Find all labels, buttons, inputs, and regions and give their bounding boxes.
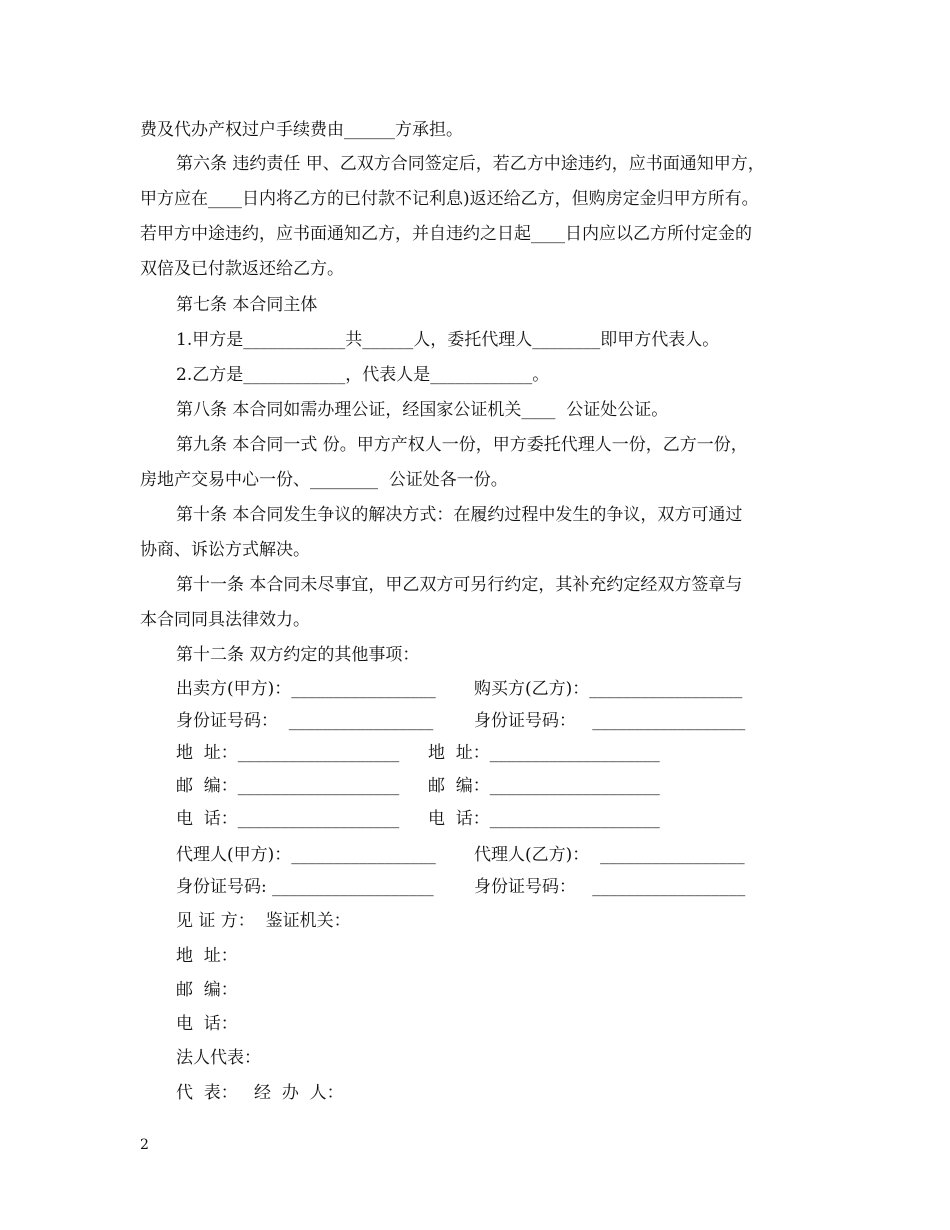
paragraph-line: 费及代办产权过户手续费由______方承担。 xyxy=(140,120,463,140)
seller-phone-label: 电 话：___________________ xyxy=(176,809,400,829)
article-9-line-2: 房地产交易中心一份、________ 公证处各一份。 xyxy=(140,470,508,490)
article-6-line-1: 第六条 违约责任 甲、乙双方合同签定后，若乙方中途违约，应书面通知甲方， xyxy=(176,154,765,174)
seller-postcode-label: 邮 编：___________________ xyxy=(176,776,400,796)
page-number: 2 xyxy=(140,1137,149,1153)
witness-postcode-label: 邮 编： xyxy=(176,980,238,1000)
article-7-heading: 第七条 本合同主体 xyxy=(176,295,318,315)
witness-address-label: 地 址： xyxy=(176,946,238,966)
seller-agent-label: 代理人(甲方)：_________________ xyxy=(176,845,436,865)
buyer-phone-label: 电 话：____________________ xyxy=(428,809,660,829)
legal-representative-label: 法人代表： xyxy=(176,1048,261,1068)
article-10-line-1: 第十条 本合同发生争议的解决方式：在履约过程中发生的争议，双方可通过 xyxy=(176,505,743,525)
article-6-line-4: 双倍及已付款返还给乙方。 xyxy=(140,259,344,279)
witness-phone-label: 电 话： xyxy=(176,1014,238,1034)
article-10-line-2: 协商、诉讼方式解决。 xyxy=(140,540,310,560)
seller-agent-id-label: 身份证号码: ___________________ xyxy=(176,877,434,897)
buyer-label: 购买方(乙方)：__________________ xyxy=(474,679,743,699)
seller-address-label: 地 址：___________________ xyxy=(176,743,400,763)
witness-label: 见 证 方： 鉴证机关： xyxy=(176,911,351,931)
buyer-agent-id-label: 身份证号码： __________________ xyxy=(474,877,746,897)
article-9-line-1: 第九条 本合同一式 份。甲方产权人一份，甲方委托代理人一份，乙方一份， xyxy=(176,435,748,455)
article-7-party-b: 2.乙方是____________，代表人是____________。 xyxy=(176,365,550,385)
article-6-line-2: 甲方应在____日内将乙方的已付款不记利息)返还给乙方，但购房定金归甲方所有。 xyxy=(140,189,759,209)
article-11-line-1: 第十一条 本合同未尽事宜，甲乙双方可另行约定，其补充约定经双方签章与 xyxy=(176,575,743,595)
buyer-id-label: 身份证号码： __________________ xyxy=(474,711,746,731)
buyer-agent-label: 代理人(乙方)： _________________ xyxy=(474,845,745,865)
article-12-heading: 第十二条 双方约定的其他事项： xyxy=(176,645,420,665)
buyer-address-label: 地 址：____________________ xyxy=(428,743,660,763)
seller-id-label: 身份证号码： _________________ xyxy=(176,711,434,731)
article-6-line-3: 若甲方中途违约，应书面通知乙方，并自违约之日起____日内应以乙方所付定金的 xyxy=(140,224,752,244)
representative-handler-label: 代 表： 经 办 人： xyxy=(176,1083,344,1103)
article-8: 第八条 本合同如需办理公证，经国家公证机关____ 公证处公证。 xyxy=(176,400,669,420)
article-7-party-a: 1.甲方是____________共______人，委托代理人________即甲方代表人。 xyxy=(176,330,720,350)
article-11-line-2: 本合同同具法律效力。 xyxy=(140,610,310,630)
seller-label: 出卖方(甲方)：_________________ xyxy=(176,679,436,699)
buyer-postcode-label: 邮 编：____________________ xyxy=(428,776,660,796)
